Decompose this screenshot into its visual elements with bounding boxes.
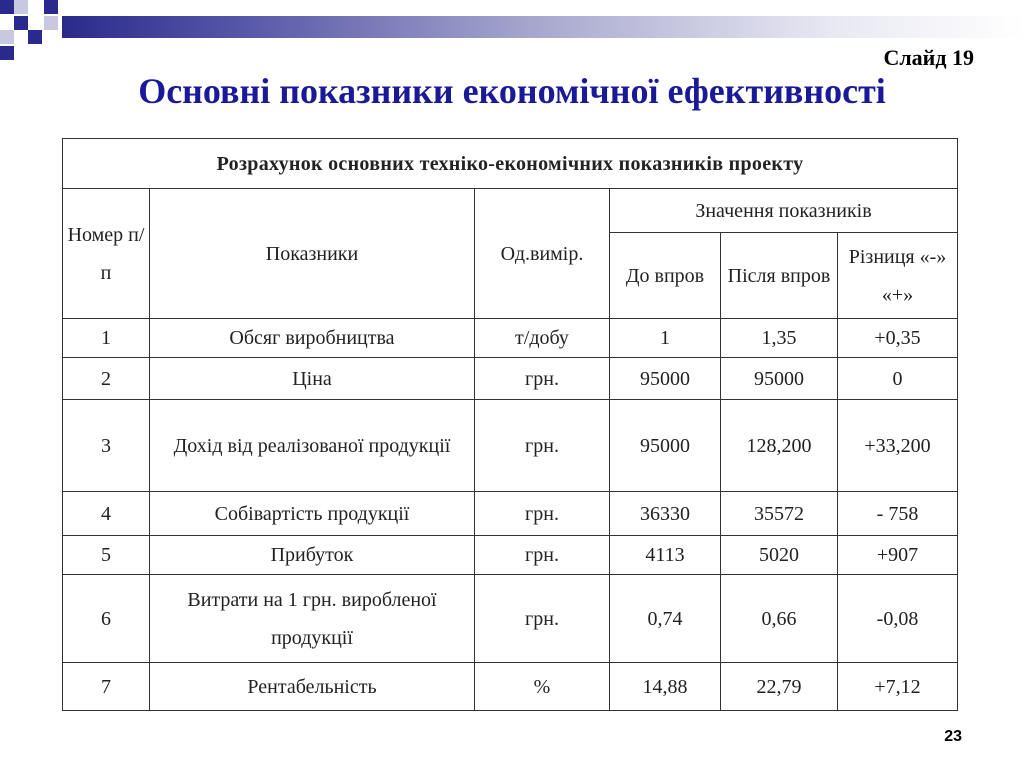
cell-diff: -0,08 [838,575,958,663]
cell-name: Дохід від реалізованої продукції [150,400,475,492]
decor-square [0,30,14,44]
table-row [63,663,958,711]
cell-num: 1 [63,319,150,358]
table-row [63,358,958,400]
header-indicators: Показники [150,189,475,319]
cell-name: Витрати на 1 грн. виробленої продукції [150,575,475,663]
cell-name: Обсяг виробництва [150,319,475,358]
cell-before: 1 [610,319,721,358]
table-row [63,400,958,492]
cell-num: 5 [63,536,150,575]
cell-diff: 0 [838,358,958,400]
cell-before: 95000 [610,358,721,400]
decor-square [28,30,42,44]
cell-unit: % [475,663,610,711]
table-row [63,492,958,536]
table-caption: Розрахунок основних техніко-економічних показників проекту [63,139,958,189]
decor-square [0,0,14,14]
cell-name: Ціна [150,358,475,400]
cell-unit: т/добу [475,319,610,358]
header-values-group: Значення показників [610,189,958,233]
cell-unit: грн. [475,536,610,575]
cell-name: Рентабельність [150,663,475,711]
cell-name: Собівартість продукції [150,492,475,536]
decor-square [44,16,58,30]
decor-square [44,0,58,14]
header-decoration [0,0,1024,60]
cell-diff: +907 [838,536,958,575]
cell-unit: грн. [475,492,610,536]
table-row [63,536,958,575]
cell-unit: грн. [475,575,610,663]
cell-num: 6 [63,575,150,663]
cell-num: 4 [63,492,150,536]
header-number: Номер п/п [63,189,150,319]
decor-square [14,0,28,14]
page-title: Основні показники економічної ефективності [138,71,886,111]
header-difference: Різниця «-» «+» [838,233,958,319]
cell-diff: +33,200 [838,400,958,492]
slide-label: Слайд 19 [883,45,974,70]
cell-before: 95000 [610,400,721,492]
cell-diff: +7,12 [838,663,958,711]
cell-before: 36330 [610,492,721,536]
decor-square [14,16,28,30]
page-number: 23 [944,728,962,745]
cell-after: 22,79 [721,663,838,711]
cell-name: Прибуток [150,536,475,575]
cell-num: 2 [63,358,150,400]
header-unit: Од.вимір. [475,189,610,319]
cell-unit: грн. [475,358,610,400]
table-row [63,575,958,663]
indicators-table [62,138,958,711]
cell-after: 95000 [721,358,838,400]
cell-after: 5020 [721,536,838,575]
cell-num: 7 [63,663,150,711]
cell-before: 14,88 [610,663,721,711]
header-before: До впров [610,233,721,319]
table-row [63,319,958,358]
decor-square [0,46,14,60]
cell-after: 0,66 [721,575,838,663]
cell-num: 3 [63,400,150,492]
cell-before: 0,74 [610,575,721,663]
cell-diff: +0,35 [838,319,958,358]
header-after: Після впров [721,233,838,319]
cell-before: 4113 [610,536,721,575]
cell-after: 35572 [721,492,838,536]
cell-after: 1,35 [721,319,838,358]
decor-gradient-bar [62,16,1024,38]
cell-after: 128,200 [721,400,838,492]
cell-diff: - 758 [838,492,958,536]
cell-unit: грн. [475,400,610,492]
